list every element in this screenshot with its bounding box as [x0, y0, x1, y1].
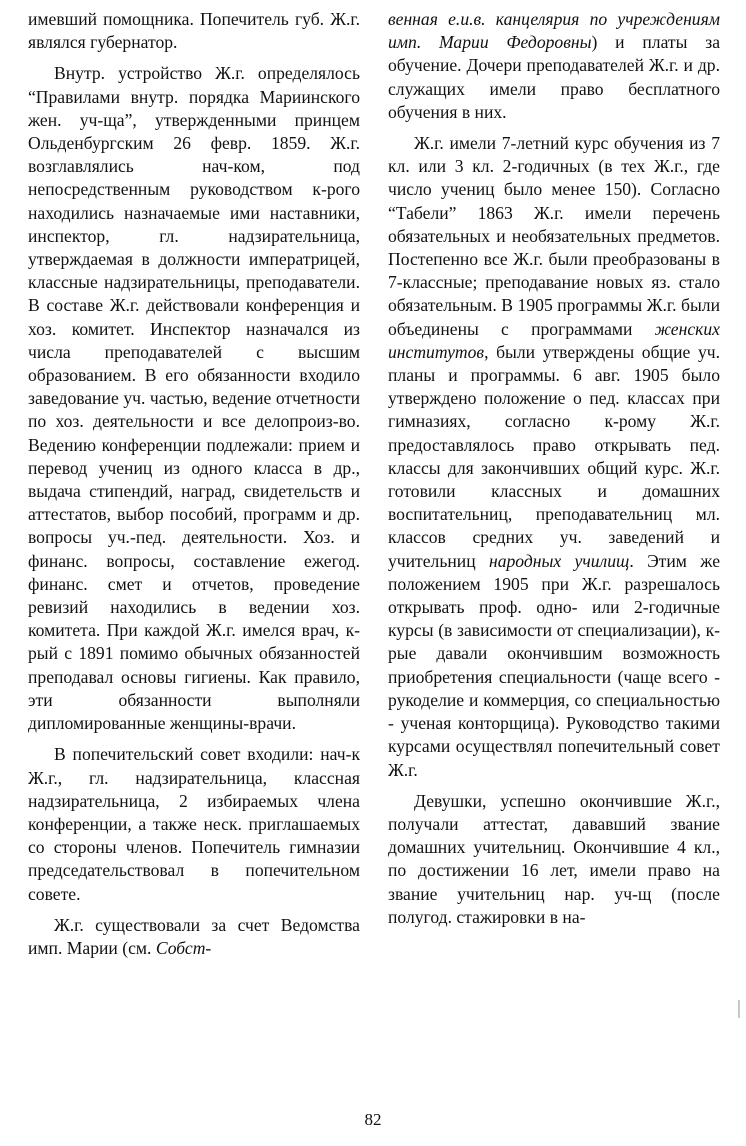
paragraph-left-3: В попечительский совет входили: нач-к Ж.г., гл. надзирательница, классная надзирательница, 2 избираемых члена конференции, а также неск. приглашаемых со стороны членов. Попечитель гимназии председательствовал в попечительном совете.: [28, 744, 360, 904]
paragraph-right-2: [388, 132, 720, 782]
scan-margin-mark: [738, 1000, 740, 1018]
paragraph-right-2-part-b: , были утверждены общие уч. планы и программы. 6 авг. 1905 было утверждено положение о пед. классах при гимназиях, согласно к-рому Ж.г. предоставлялось право открывать пед. классы для закончивших общий курс. Ж.г. готовили классных и домашних воспитательниц, преподавательниц мл. классов средних уч. заведений и учительниц: [388, 341, 720, 571]
paragraph-right-1: [388, 8, 720, 124]
paragraph-right-2-part-a: Ж.г. имели 7-летний курс обучения из 7 кл. или 3 кл. 2-годичных (в тех Ж.г., где число учениц было менее 150). Согласно “Табели” 1863 Ж.г. имели перечень обязательных и необязательных предметов. Постепенно все Ж.г. были преобразованы в 7-классные; преподавание новых яз. стало обязательным. В 1905 программы Ж.г. были объединены с программами: [388, 133, 720, 339]
paragraph-right-2-part-c: . Этим же положением 1905 при Ж.г. разрешалось открывать проф. одно- или 2-годичные курсы (в зависимости от специализации), к-рые давали окончившим возможность приобретения специальности (чаще всего - рукоделие и коммерция, со специальностью - ученая конторщица). Руководство такими курсами осуществлял попечительный совет Ж.г.: [388, 550, 720, 780]
page-number: 82: [364, 1110, 382, 1129]
cross-reference-link[interactable]: народных училищ: [488, 550, 630, 571]
cross-reference-link[interactable]: венная е.и.в. канцелярия по учреждениям имп. Марии Федоровны: [388, 9, 720, 53]
left-column: [28, 8, 360, 968]
cross-reference-link[interactable]: Собст-: [155, 937, 212, 958]
paragraph-left-1: имевший помощника. Попечитель губ. Ж.г. являлся губернатор.: [28, 9, 360, 53]
paragraph-right-1-text: ) и платы за обучение. Дочери преподавателей Ж.г. и др. служащих имели право бесплатного обучения в них.: [388, 32, 721, 122]
paragraph-right-3: Девушки, успешно окончившие Ж.г., получали аттестат, дававший звание домашних учительниц. Окончившие 4 кл., по достижении 16 лет, имели право на звание учительниц нар. уч-щ (после полугод. стажировки в на-: [388, 790, 720, 927]
right-column: [388, 8, 720, 937]
paragraph-left-4-text: Ж.г. существовали за счет Ведомства имп. Марии (см.: [28, 914, 360, 958]
paragraph-left-2: Внутр. устройство Ж.г. определялось “Правилами внутр. порядка Мариинского жен. уч-ща”, утвержденными принцем Ольденбургским 26 февр. 1859. Ж.г. возглавлялись нач-ком, под непосредственным руководством к-рого находились назначаемые ими наставники, инспектор, гл. надзирательница, утверждаемая в должности императрицей, классные надзирательницы, преподаватели. В составе Ж.г. действовали конференция и хоз. комитет. Инспектор назначался из числа преподавателей с высшим образованием. В его обязанности входило заведование уч. частью, ведение отчетности по хоз. деятельности и все делопроиз-во. Ведению конференции подлежали: прием и перевод учениц из одного класса в др., выдача стипендий, наград, свидетельств и аттестатов, выбор пособий, программ и др. вопросы уч.-пед. деятельности. Хоз. и финанс. вопросы, составление ежегод. финанс. смет и отчетов, проведение ревизий находились в ведении хоз. комитета. При каждой Ж.г. имелся врач, к-рый с 1891 помимо обычных обязанностей преподавал основы гигиены. Как правило, эти обязанности выполняли дипломированные женщины-врачи.: [28, 63, 360, 734]
cross-reference-link[interactable]: женских институтов: [388, 318, 720, 362]
paragraph-left-4: [28, 914, 360, 960]
